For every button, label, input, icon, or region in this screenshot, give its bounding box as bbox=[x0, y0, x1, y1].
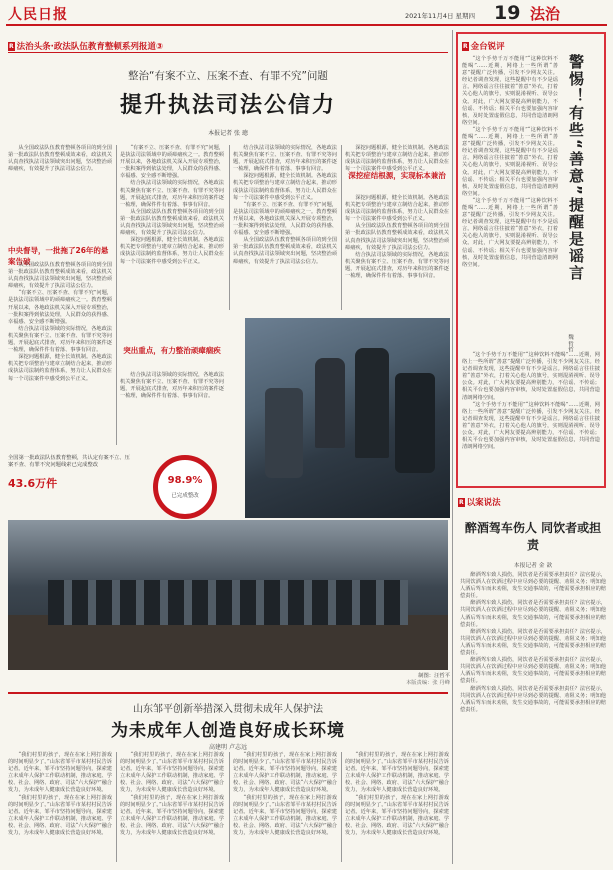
col-divider bbox=[116, 752, 117, 862]
commentary-column: 金台锐评 bbox=[470, 42, 505, 52]
editor-note: 本版责编：张 丹峰 bbox=[405, 680, 450, 686]
column-badge: R bbox=[9, 42, 14, 50]
masthead-rule bbox=[6, 24, 607, 26]
chart-value: 43.6万件 bbox=[8, 477, 58, 490]
col-divider bbox=[229, 752, 230, 862]
body-col-2: “有案不立、压案不查、有罪不究”问题，是执法司法领域中的顽瘴痼疾之一。教育整顿开展以来，各地政法机关深入开展专项整治，一批积案得到依法处理，人民群众的获得感、幸福感、安全感不断增强。 结合执法司法领域的实际情况，各地政法机关聚焦有案不立、压案不查、有罪不究等问题，开展起底式排查，对历年来积压的案件逐一梳理，确保件件有着落、事事有回音。 从全国政法队伍教育整顿各项目的到全国第一批政法队伍教育整顿成效来看，政法机关认真查找执法司法领域突出问题，坚决整治顽瘴痼疾，有效提升了执法司法公信力。 深挖问题根源，健全长效机制。各地政法机关把专项整治与建章立制结合起来，推动形成执法司法制约监督体系，努力让人民群众在每一个司法案件中感受到公平正义。 bbox=[120, 145, 224, 265]
series-label bbox=[8, 40, 448, 52]
bottom-col-3: “我们村里的孩子，现在在家上网打游戏的时间明显少了。”山东省邹平市某村村民告诉记者。近年来，邹平市坚持问题导向，探索建立未成年人保护工作联动机制，推动家庭、学校、社会、网络、政府、司法“六大保护”融合发力，为未成年人健康成长营造良好环境。 “我们村里的孩子，现在在家上网打游戏的时间明显少了。”山东省邹平市某村村民告诉记者。近年来，邹平市坚持问题导向，探索建立未成年人保护工作联动机制，推动家庭、学校、社会、网络、政府、司法“六大保护”融合发力，为未成年人健康成长营造良好环境。 bbox=[233, 752, 337, 837]
case-headline: 醉酒驾车伤人 同饮者或担责 bbox=[464, 521, 602, 552]
bottom-headline: 为未成年人创造良好成长环境 bbox=[111, 721, 345, 741]
body-col-1b: 从全国政法队伍教育整顿各项目的到全国第一批政法队伍教育整顿成效来看，政法机关认真查找执法司法领域突出问题，坚决整治顽瘴痼疾，有效提升了执法司法公信力。 “有案不立、压案不查、有罪不究”问题，是执法司法领域中的顽瘴痼疾之一。教育整顿开展以来，各地政法机关深入开展专项整治，一批积案得到依法处理，人民群众的获得感、幸福感、安全感不断增强。 结合执法司法领域的实际情况，各地政法机关聚焦有案不立、压案不查、有罪不究等问题，开展起底式排查，对历年来积压的案件逐一梳理，确保件件有着落、事事有回音。 深挖问题根源，健全长效机制。各地政法机关把专项整治与建章立制结合起来，推动形成执法司法制约监督体系，努力让人民群众在每一个司法案件中感受到公平正义。 bbox=[8, 262, 112, 382]
col-divider bbox=[341, 145, 342, 310]
photo-credit: 制图：汪哲平 bbox=[418, 673, 450, 679]
col-divider bbox=[116, 145, 117, 445]
subhead-3: 深挖症结根源，实现标本兼治 bbox=[348, 171, 446, 180]
stat-caption: 已完成整改 bbox=[171, 493, 199, 499]
bottom-kicker: 山东邹平创新举措深入贯彻未成年人保护法 bbox=[133, 704, 323, 715]
body-col-2b: 结合执法司法领域的实际情况，各地政法机关聚焦有案不立、压案不查、有罪不究等问题，开展起底式排查，对历年来积压的案件逐一梳理，确保件件有着落、事事有回音。 bbox=[120, 372, 224, 400]
top-story-headline: 提升执法司法公信力 bbox=[119, 93, 336, 118]
subhead-2: 突出重点，有力整治顽瘴痼疾 bbox=[123, 346, 221, 355]
body-col-4: 深挖问题根源，健全长效机制。各地政法机关把专项整治与建章立制结合起来，推动形成执法司法制约监督体系，努力让人民群众在每一个司法案件中感受到公平正义。 从全国政法队伍教育整顿各项目的到全国第一批政法队伍教育整顿成效来看，政法机关认真查找执法司法领域突出问题，坚决整治顽瘴痼疾，有效提升了执法司法公信力。 结合执法司法领域的实际情况，各地政法机关聚焦有案不立、压案不查、有罪不究等问题，开展起底式排查，对历年来积压的案件逐一梳理，确保件件有着落、事事有回音。 bbox=[345, 195, 449, 280]
column-divider bbox=[452, 30, 453, 864]
commentary-badge: R bbox=[463, 42, 468, 50]
group-photo bbox=[8, 520, 448, 670]
body-col-4a: 深挖问题根源，健全长效机制。各地政法机关把专项整治与建章立制结合起来，推动形成执法司法制约监督体系，努力让人民群众在每一个司法案件中感受到公平正义。 bbox=[345, 145, 449, 173]
chart-caption: 全国第一批政法队伍教育整顿，共认定有案不立、压案不查、有罪不究问题线索已完成整改 bbox=[8, 455, 130, 468]
subhead-1: 中央督导，一批拖了26年的悬案告破 bbox=[8, 246, 109, 266]
case-byline: 本报记者 金 歆 bbox=[513, 563, 553, 569]
body-col-3: 结合执法司法领域的实际情况，各地政法机关聚焦有案不立、压案不查、有罪不究等问题，开展起底式排查，对历年来积压的案件逐一梳理，确保件件有着落、事事有回音。 深挖问题根源，健全长效机制。各地政法机关把专项整治与建章立制结合起来，推动形成执法司法制约监督体系，努力让人民群众在每一个司法案件中感受到公平正义。 “有案不立、压案不查、有罪不究”问题，是执法司法领域中的顽瘴痼疾之一。教育整顿开展以来，各地政法机关深入开展专项整治，一批积案得到依法处理，人民群众的获得感、幸福感、安全感不断增强。 从全国政法队伍教育整顿各项目的到全国第一批政法队伍教育整顿成效来看，政法机关认真查找执法司法领域突出问题，坚决整治顽瘴痼疾，有效提升了执法司法公信力。 bbox=[233, 145, 337, 265]
bottom-col-2: “我们村里的孩子，现在在家上网打游戏的时间明显少了。”山东省邹平市某村村民告诉记者。近年来，邹平市坚持问题导向，探索建立未成年人保护工作联动机制，推动家庭、学校、社会、网络、政府、司法“六大保护”融合发力，为未成年人健康成长营造良好环境。 “我们村里的孩子，现在在家上网打游戏的时间明显少了。”山东省邹平市某村村民告诉记者。近年来，邹平市坚持问题导向，探索建立未成年人保护工作联动机制，推动家庭、学校、社会、网络、政府、司法“六大保护”融合发力，为未成年人健康成长营造良好环境。 bbox=[120, 752, 224, 837]
case-column-header bbox=[458, 496, 501, 508]
newspaper-logo: 人民日报 bbox=[8, 7, 68, 23]
page-number: 19 bbox=[494, 2, 521, 24]
case-body: 醉酒驾车致人损伤，同饮者是否需要承担责任？法官提示，共同饮酒人在饮酒过程中应尽到必要的提醒、劝阻义务；明知他人酒后驾车而未劝阻，发生交通事故的，可能需要承担相应的赔偿责任。 醉酒驾车致人损伤，同饮者是否需要承担责任？法官提示，共同饮酒人在饮酒过程中应尽到必要的提醒、劝阻义务；明知他人酒后驾车而未劝阻，发生交通事故的，可能需要承担相应的赔偿责任。 醉酒驾车致人损伤，同饮者是否需要承担责任？法官提示，共同饮酒人在饮酒过程中应尽到必要的提醒、劝阻义务；明知他人酒后驾车而未劝阻，发生交通事故的，可能需要承担相应的赔偿责任。 醉酒驾车致人损伤，同饮者是否需要承担责任？法官提示，共同饮酒人在饮酒过程中应尽到必要的提醒、劝阻义务；明知他人酒后驾车而未劝阻，发生交通事故的，可能需要承担相应的赔偿责任。 醉酒驾车致人损伤，同饮者是否需要承担责任？法官提示，共同饮酒人在饮酒过程中应尽到必要的提醒、劝阻义务；明知他人酒后驾车而未劝阻，发生交通事故的，可能需要承担相应的赔偿责任。 bbox=[460, 572, 606, 713]
bottom-col-4: “我们村里的孩子，现在在家上网打游戏的时间明显少了。”山东省邹平市某村村民告诉记者。近年来，邹平市坚持问题导向，探索建立未成年人保护工作联动机制，推动家庭、学校、社会、网络、政府、司法“六大保护”融合发力，为未成年人健康成长营造良好环境。 “我们村里的孩子，现在在家上网打游戏的时间明显少了。”山东省邹平市某村村民告诉记者。近年来，邹平市坚持问题导向，探索建立未成年人保护工作联动机制，推动家庭、学校、社会、网络、政府、司法“六大保护”融合发力，为未成年人健康成长营造良好环境。 bbox=[345, 752, 449, 837]
top-story-kicker: 整治“有案不立、压案不查、有罪不究”问题 bbox=[128, 70, 328, 82]
commentary-body-2: “这个手势千万不能用”“这种饮料不能喝”……近期，网络上一些所谓“善意”提醒广泛传播，引发不少网友关注。经记者调查发现，这些提醒中有不少是谣言。网络谣言往往披着“善意”外衣，打着关心他人的旗号，实则混淆视听、误导公众。对此，广大网友要提高辨别能力，不信谣、不传谣；相关平台也要加强内容审核，及时处置虚假信息，共同营造清朗网络空间。 “这个手势千万不能用”“这种饮料不能喝”……近期，网络上一些所谓“善意”提醒广泛传播，引发不少网友关注。经记者调查发现，这些提醒中有不少是谣言。网络谣言往往披着“善意”外衣，打着关心他人的旗号，实则混淆视听、误导公众。对此，广大网友要提高辨别能力，不信谣、不传谣；相关平台也要加强内容审核，及时处置虚假信息，共同营造清朗网络空间。 bbox=[462, 352, 600, 451]
bottom-col-1: “我们村里的孩子，现在在家上网打游戏的时间明显少了。”山东省邹平市某村村民告诉记者。近年来，邹平市坚持问题导向，探索建立未成年人保护工作联动机制，推动家庭、学校、社会、网络、政府、司法“六大保护”融合发力，为未成年人健康成长营造良好环境。 “我们村里的孩子，现在在家上网打游戏的时间明显少了。”山东省邹平市某村村民告诉记者。近年来，邹平市坚持问题导向，探索建立未成年人保护工作联动机制，推动家庭、学校、社会、网络、政府、司法“六大保护”融合发力，为未成年人健康成长营造良好环境。 bbox=[8, 752, 112, 837]
top-story-byline: 本报记者 张 璁 bbox=[208, 130, 248, 137]
col-divider bbox=[229, 145, 230, 310]
body-col-1: 从全国政法队伍教育整顿各项目的到全国第一批政法队伍教育整顿成效来看，政法机关认真查找执法司法领域突出问题，坚决整治顽瘴痼疾，有效提升了执法司法公信力。 bbox=[8, 145, 112, 173]
commentary-body: “这个手势千万不能用”“这种饮料不能喝”……近期，网络上一些所谓“善意”提醒广泛传播，引发不少网友关注。经记者调查发现，这些提醒中有不少是谣言。网络谣言往往披着“善意”外衣，打着关心他人的旗号，实则混淆视听、误导公众。对此，广大网友要提高辨别能力，不信谣、不传谣；相关平台也要加强内容审核，及时处置虚假信息，共同营造清朗网络空间。 “这个手势千万不能用”“这种饮料不能喝”……近期，网络上一些所谓“善意”提醒广泛传播，引发不少网友关注。经记者调查发现，这些提醒中有不少是谣言。网络谣言往往披着“善意”外衣，打着关心他人的旗号，实则混淆视听、误导公众。对此，广大网友要提高辨别能力，不信谣、不传谣；相关平台也要加强内容审核，及时处置虚假信息，共同营造清朗网络空间。 “这个手势千万不能用”“这种饮料不能喝”……近期，网络上一些所谓“善意”提醒广泛传播，引发不少网友关注。经记者调查发现，这些提醒中有不少是谣言。网络谣言往往披着“善意”外衣，打着关心他人的旗号，实则混淆视听、误导公众。对此，广大网友要提高辨别能力，不信谣、不传谣；相关平台也要加强内容审核，及时处置虚假信息，共同营造清朗网络空间。 bbox=[462, 56, 558, 268]
commentary-box bbox=[456, 32, 606, 488]
section-name: 法治 bbox=[530, 5, 561, 23]
commentary-title: 警惕！有些“善意”提醒是谣言 bbox=[567, 54, 585, 282]
news-photo bbox=[245, 318, 450, 518]
commentary-header bbox=[462, 40, 505, 52]
case-column-label: 以案说法 bbox=[466, 498, 501, 508]
stat-graphic bbox=[135, 455, 235, 525]
case-badge: R bbox=[459, 498, 464, 506]
col-divider bbox=[341, 752, 342, 862]
commentary-byline: 魏 哲哲 bbox=[567, 334, 573, 353]
stat-value: 98.9% bbox=[167, 475, 203, 486]
issue-date: 2021年11月4日 星期四 bbox=[405, 12, 476, 20]
series-rule bbox=[8, 52, 448, 53]
section-rule bbox=[8, 692, 448, 694]
bottom-byline: 高建明 卢志远 bbox=[209, 744, 247, 751]
series-label-text: 法治头条·政法队伍教育整顿系列报道③ bbox=[16, 42, 164, 52]
